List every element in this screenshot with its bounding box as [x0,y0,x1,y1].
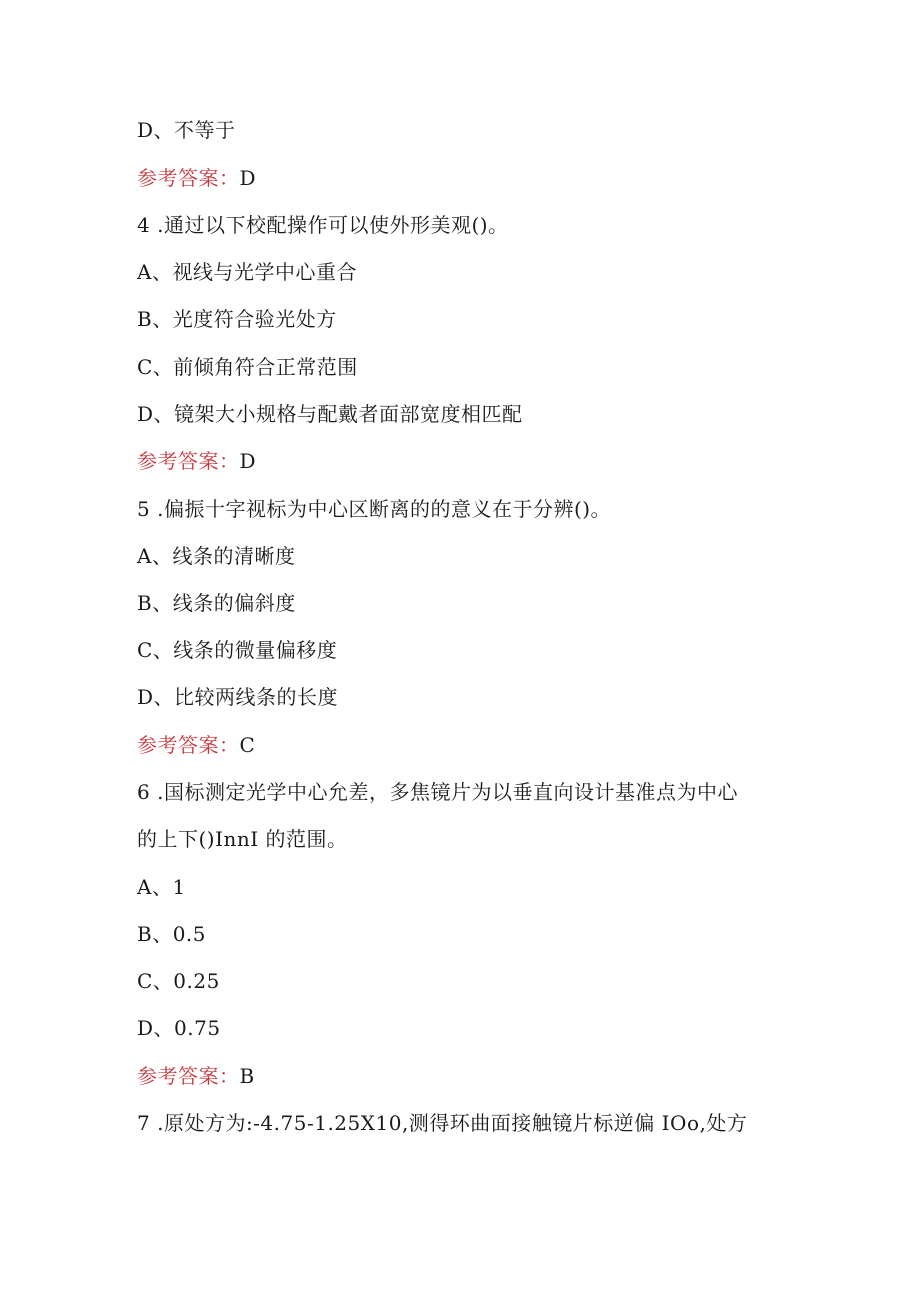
answer-label: 参考答案： [137,449,240,473]
option-line: D、不等于 [137,118,236,142]
option-line: C、线条的微量偏移度 [137,638,338,662]
answer-value: D [239,449,257,473]
option-line: D、镜架大小规格与配戴者面部宽度相匹配 [137,402,523,426]
question-line: 7 .原处方为:-4.75-1.25X10,测得环曲面接触镜片标逆偏 IOo,处方 [137,1111,748,1135]
answer-value: B [239,1064,255,1088]
answer-line [137,447,256,475]
answer-label: 参考答案： [137,1064,240,1088]
option-line: D、0.75 [137,1016,221,1040]
question-line: 4 .通过以下校配操作可以使外形美观()。 [137,213,509,237]
option-line: B、线条的偏斜度 [137,591,296,615]
option-line: D、比较两线条的长度 [137,685,339,709]
option-line: B、0.5 [137,922,207,946]
option-line: B、光度符合验光处方 [137,307,337,331]
answer-label: 参考答案： [137,166,240,190]
question-line: 5 .偏振十字视标为中心区断离的的意义在于分辨()。 [137,497,612,521]
answer-line [137,164,256,192]
answer-value: D [239,166,257,190]
answer-value: C [239,733,256,757]
answer-label: 参考答案： [137,733,240,757]
answer-line [137,1062,255,1090]
answer-line [137,731,255,759]
option-line: A、视线与光学中心重合 [137,260,357,284]
question-line: 的上下()InnI 的范围。 [137,827,348,851]
option-line: A、线条的清晰度 [137,544,296,568]
option-line: C、0.25 [137,969,220,993]
option-line: C、前倾角符合正常范围 [137,355,358,379]
question-line: 6 .国标测定光学中心允差，多焦镜片为以垂直向设计基准点为中心 [137,780,738,804]
option-line: A、1 [137,875,186,899]
